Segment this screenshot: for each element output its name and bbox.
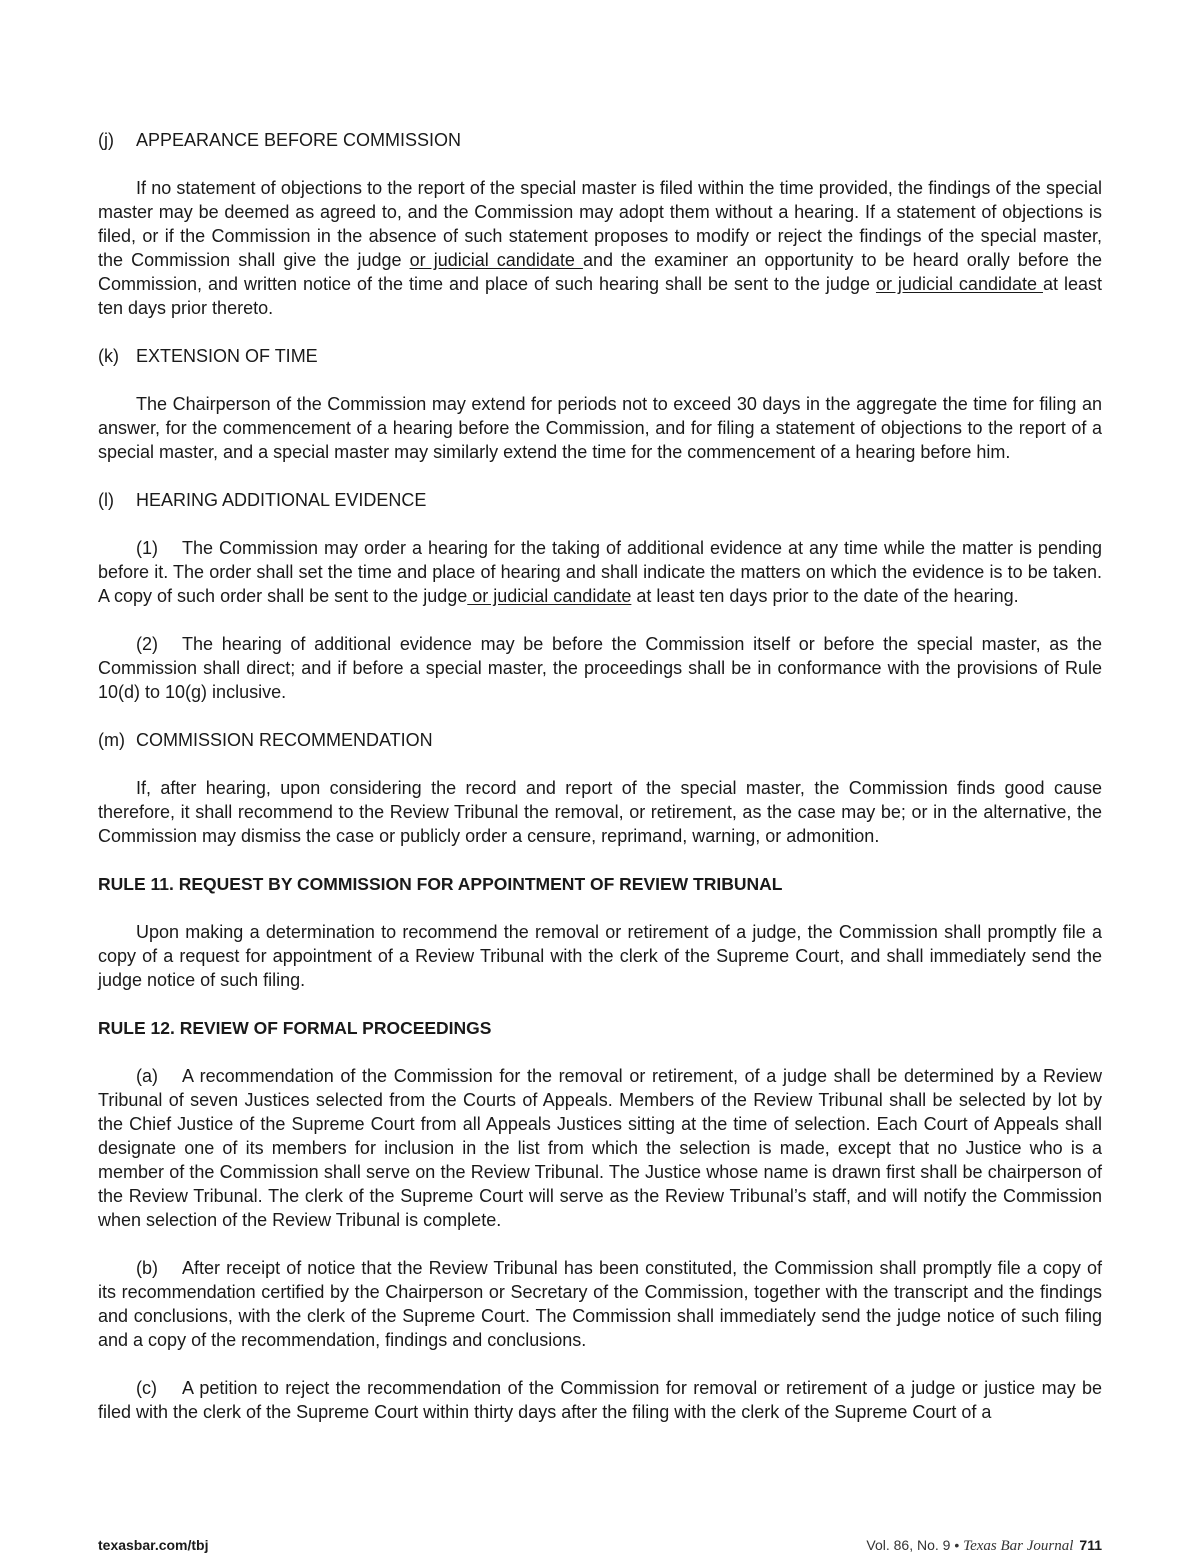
document-body: [98, 128, 1102, 1448]
paragraph-rule-12-b: [98, 1256, 1102, 1352]
paragraph-rule-12-a: [98, 1064, 1102, 1232]
paragraph-recommendation: If, after hearing, upon considering the record and report of the special master, the Commission finds good cause therefore, it shall recommend to the Review Tribunal the removal, or retirement, as the case may be; or in the alternative, the Commission may dismiss the case or publicly order a censure, reprimand, warning, or admonition.: [98, 778, 1102, 846]
section-heading-m: [98, 728, 1102, 752]
text-run: at least ten days prior to the date of the hearing.: [631, 586, 1019, 606]
text-run: The Commission may order a hearing for the taking of additional evidence at any time while the matter is pending before it. The order shall set the time and place of hearing and shall indicate the matters on which the evidence is to be taken. A copy of such order shall be sent to the judge: [98, 538, 1102, 606]
section-title: APPEARANCE BEFORE COMMISSION: [136, 130, 462, 150]
paragraph-l-1: [98, 536, 1102, 608]
section-title: EXTENSION OF TIME: [136, 346, 318, 366]
paragraph-rule-11: Upon making a determination to recommend the removal or retirement of a judge, the Commission shall promptly file a copy of a request for appointment of a Review Tribunal with the clerk of the Supreme Court, and shall immediately send the judge notice of such filing.: [98, 922, 1102, 990]
section-title: COMMISSION RECOMMENDATION: [136, 730, 433, 750]
underlined-amendment: or judicial candidate: [409, 250, 583, 270]
section-label: (l): [98, 490, 114, 510]
page-number: 711: [1079, 1537, 1102, 1553]
paragraph-l-2: [98, 632, 1102, 704]
paragraph-appearance: [98, 176, 1102, 320]
text-run: A petition to reject the recommendation of the Commission for removal or retirement of a judge or justice may be filed with the clerk of the Supreme Court within thirty days after the filing with the clerk of the Supreme Court of a: [98, 1378, 1102, 1422]
text-run: at least ten days prior thereto.: [98, 274, 1102, 318]
text-run: and the examiner an opportunity to be heard orally before the Commission, and written notice of the time and place of such hearing shall be sent to the judge: [98, 250, 1102, 294]
subsection-number: (c): [136, 1378, 157, 1398]
section-heading-k: [98, 344, 1102, 368]
section-heading-j: [98, 128, 1102, 152]
section-label: (m): [98, 730, 125, 750]
section-label: (j): [98, 130, 114, 150]
subsection-number: (b): [136, 1258, 158, 1278]
subsection-number: (2): [136, 634, 158, 654]
subsection-number: (a): [136, 1066, 158, 1086]
text-run: If no statement of objections to the report of the special master is filed within the time provided, the findings of the special master may be deemed as agreed to, and the Commission may adopt them without a hearing. If a statement of objections is filed, or if the Commission in the absence of such statement proposes to modify or reject the findings of the special master, the Commission shall give the judge: [98, 178, 1102, 270]
section-label: (k): [98, 346, 119, 366]
paragraph-extension: The Chairperson of the Commission may extend for periods not to exceed 30 days in the aggregate the time for filing an answer, for the commencement of a hearing before the Commission, and for filing a statement of objections to the report of a special master, and a special master may similarly extend the time for the commencement of a hearing before him.: [98, 394, 1102, 462]
rule-12-heading: RULE 12. REVIEW OF FORMAL PROCEEDINGS: [98, 1018, 492, 1038]
issue-info: [866, 1536, 1102, 1555]
text-run: The hearing of additional evidence may be before the Commission itself or before the special master, as the Commission shall direct; and if before a special master, the proceedings shall be in conformance with the provisions of Rule 10(d) to 10(g) inclusive.: [98, 634, 1102, 702]
site-link[interactable]: texasbar.com/tbj: [98, 1537, 209, 1553]
text-run: A recommendation of the Commission for the removal or retirement, of a judge shall be determined by a Review Tribunal of seven Justices selected from the Courts of Appeals. Members of the Review Tribunal shall be selected by lot by the Chief Justice of the Supreme Court from all Appeals Justices sitting at the time of selection. Each Court of Appeals shall designate one of its members for inclusion in the list from which the selection is made, except that no Justice who is a member of the Commission shall serve on the Review Tribunal. The Justice whose name is drawn first shall be chairperson of the Review Tribunal. The clerk of the Supreme Court will serve as the Review Tribunal’s staff, and will notify the Commission when selection of the Review Tribunal is complete.: [98, 1066, 1102, 1230]
section-title: HEARING ADDITIONAL EVIDENCE: [136, 490, 427, 510]
volume-number: Vol. 86, No. 9: [866, 1537, 951, 1553]
text-run: After receipt of notice that the Review Tribunal has been constituted, the Commission shall promptly file a copy of its recommendation certified by the Chairperson or Secretary of the Commission, together with the transcript and the findings and conclusions, with the clerk of the Supreme Court. The Commission shall immediately send the judge notice of such filing and a copy of the recommendation, findings and conclusions.: [98, 1258, 1102, 1350]
bullet-separator: •: [954, 1537, 960, 1553]
journal-name: Texas Bar Journal: [963, 1538, 1074, 1554]
subsection-number: (1): [136, 538, 158, 558]
rule-11-heading: RULE 11. REQUEST BY COMMISSION FOR APPOINTMENT OF REVIEW TRIBUNAL: [98, 874, 783, 894]
paragraph-rule-12-c: [98, 1376, 1102, 1424]
section-heading-l: [98, 488, 1102, 512]
underlined-amendment: or judicial candidate: [875, 274, 1043, 294]
underlined-amendment: or judicial candidate: [467, 586, 632, 606]
